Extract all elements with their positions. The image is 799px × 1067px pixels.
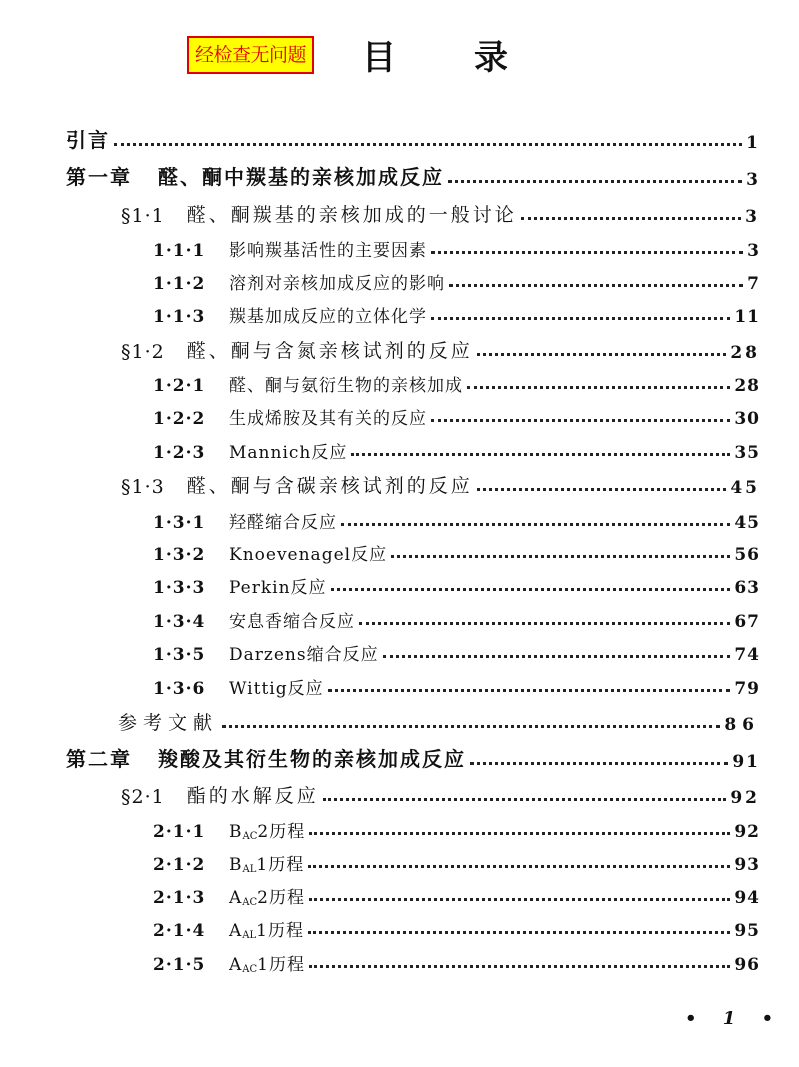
dot-leader bbox=[114, 143, 742, 146]
toc-entry-number: 1·1·2 bbox=[153, 274, 206, 294]
toc-entry-title: Wittig反应 bbox=[229, 679, 324, 699]
toc-entry-page-number: 3 bbox=[747, 241, 760, 261]
mechanism-suffix: 2历程 bbox=[257, 822, 306, 842]
toc-entry[interactable] bbox=[121, 333, 760, 363]
toc-entry-title: Darzens缩合反应 bbox=[229, 645, 379, 665]
toc-entry-page-number: 11 bbox=[734, 307, 760, 327]
toc-entry[interactable] bbox=[153, 297, 760, 327]
toc-entry-title: 醛、酮与氨衍生物的亲核加成 bbox=[229, 376, 463, 396]
toc-entry-title: Knoevenagel反应 bbox=[229, 545, 388, 565]
mechanism-suffix: 1历程 bbox=[257, 955, 305, 975]
mechanism-suffix: 2历程 bbox=[257, 888, 305, 908]
toc-entry-number: 1·2·3 bbox=[153, 443, 206, 463]
dot-leader bbox=[383, 655, 731, 658]
toc-entry-page-number: 86 bbox=[724, 715, 760, 735]
toc-entry-number: 1·2·1 bbox=[153, 376, 206, 396]
toc-entry-page-number: 74 bbox=[734, 645, 760, 665]
toc-entry-page-number: 3 bbox=[746, 170, 760, 190]
toc-entry-title: 醛、酮中羰基的亲核加成反应 bbox=[158, 165, 444, 189]
toc-entry-page-number: 95 bbox=[734, 921, 760, 941]
toc-entry-title: 酯的水解反应 bbox=[186, 785, 319, 807]
page-title-char-1: 目 bbox=[362, 38, 396, 78]
mechanism-symbol: B bbox=[229, 855, 243, 875]
toc-entry[interactable] bbox=[153, 231, 760, 261]
toc-entry-title: 生成烯胺及其有关的反应 bbox=[229, 409, 427, 429]
toc-entry-number: 1·1·3 bbox=[153, 307, 206, 327]
toc-entry-number: 2·1·4 bbox=[153, 921, 206, 941]
mechanism-symbol: B bbox=[229, 822, 243, 842]
toc-entry-title: 羰基加成反应的立体化学 bbox=[229, 307, 427, 327]
toc-entry[interactable] bbox=[153, 945, 760, 975]
toc-entry-number: 1·3·5 bbox=[153, 645, 206, 665]
toc-entry[interactable] bbox=[121, 468, 760, 498]
page-number-footer: • 1 • bbox=[685, 1008, 784, 1029]
toc-entry-number: 1·3·4 bbox=[153, 612, 206, 632]
toc-entry-title: 安息香缩合反应 bbox=[229, 612, 355, 632]
toc-entry-title: 影响羰基活性的主要因素 bbox=[229, 241, 427, 261]
toc-entry-title bbox=[229, 817, 305, 842]
dot-leader bbox=[448, 180, 742, 183]
toc-entry-title bbox=[229, 916, 304, 941]
toc-entry-title: 溶剂对亲核加成反应的影响 bbox=[229, 274, 445, 294]
toc-entry-number: 2·1·5 bbox=[153, 955, 206, 975]
mechanism-symbol: A bbox=[229, 888, 243, 908]
toc-entry-number: 1·1·1 bbox=[153, 241, 206, 261]
toc-entry-number: 2·1·1 bbox=[153, 822, 206, 842]
toc-entry-title: 羟醛缩合反应 bbox=[229, 513, 337, 533]
dot-leader bbox=[308, 865, 730, 868]
toc-entry[interactable] bbox=[121, 197, 760, 227]
toc-entry-page-number: 45 bbox=[734, 513, 760, 533]
toc-entry[interactable] bbox=[153, 669, 760, 699]
dot-leader bbox=[328, 689, 731, 692]
toc-entry-page-number: 91 bbox=[732, 752, 760, 772]
toc-entry-page-number: 67 bbox=[734, 612, 760, 632]
toc-entry[interactable] bbox=[153, 433, 760, 463]
toc-entry-title: Mannich反应 bbox=[229, 443, 348, 463]
toc-entry-title bbox=[229, 850, 304, 875]
toc-entry-number: 2·1·2 bbox=[153, 855, 206, 875]
toc-entry-title bbox=[229, 950, 305, 975]
dot-leader bbox=[351, 453, 730, 456]
dot-leader bbox=[309, 832, 730, 835]
toc-entry-title: Perkin反应 bbox=[229, 578, 327, 598]
toc-entry-title: 羧酸及其衍生物的亲核加成反应 bbox=[158, 747, 466, 771]
dot-leader bbox=[309, 898, 730, 901]
dot-leader bbox=[431, 317, 730, 320]
toc-entry-number: 1·2·2 bbox=[153, 409, 206, 429]
toc-entry[interactable] bbox=[153, 878, 760, 908]
dot-leader bbox=[341, 523, 730, 526]
dot-leader bbox=[431, 419, 730, 422]
dot-leader bbox=[449, 284, 743, 287]
toc-entry[interactable] bbox=[118, 705, 760, 735]
toc-entry-number: §2·1 bbox=[121, 786, 165, 808]
toc-entry[interactable] bbox=[153, 503, 760, 533]
toc-entry-title bbox=[229, 883, 305, 908]
toc-entry[interactable] bbox=[153, 264, 760, 294]
toc-entry[interactable] bbox=[153, 399, 760, 429]
toc-entry[interactable] bbox=[66, 160, 760, 190]
dot-leader bbox=[467, 386, 730, 389]
toc-entry[interactable] bbox=[153, 535, 760, 565]
toc-entry-number: §1·2 bbox=[121, 341, 165, 363]
toc-entry-number: 1·3·3 bbox=[153, 578, 206, 598]
toc-entry[interactable] bbox=[153, 366, 760, 396]
toc-entry-number: 第一章 bbox=[66, 165, 132, 189]
toc-entry-number: 第二章 bbox=[66, 747, 132, 771]
toc-entry[interactable] bbox=[153, 812, 760, 842]
dot-leader bbox=[323, 798, 727, 801]
dot-leader bbox=[331, 588, 731, 591]
dot-leader bbox=[477, 488, 727, 491]
mechanism-suffix: 1历程 bbox=[256, 921, 304, 941]
toc-entry-title: 引言 bbox=[66, 128, 110, 152]
toc-entry[interactable] bbox=[66, 742, 760, 772]
mechanism-subscript: AL bbox=[242, 930, 257, 941]
dot-leader bbox=[309, 965, 730, 968]
toc-entry-page-number: 3 bbox=[745, 207, 760, 227]
toc-entry-page-number: 7 bbox=[747, 274, 760, 294]
dot-leader bbox=[521, 217, 741, 220]
toc-entry-page-number: 56 bbox=[734, 545, 760, 565]
review-stamp: 经检查无问题 bbox=[187, 36, 314, 74]
toc-entry-number: §1·1 bbox=[121, 205, 165, 227]
mechanism-subscript: AC bbox=[242, 897, 258, 908]
toc-entry[interactable] bbox=[153, 568, 760, 598]
toc-entry-page-number: 93 bbox=[734, 855, 760, 875]
mechanism-suffix: 1历程 bbox=[256, 855, 305, 875]
dot-leader bbox=[431, 251, 743, 254]
mechanism-subscript: AL bbox=[242, 864, 257, 875]
toc-entry-page-number: 79 bbox=[734, 679, 760, 699]
toc-entry-page-number: 35 bbox=[734, 443, 760, 463]
toc-entry[interactable] bbox=[121, 778, 760, 808]
mechanism-subscript: AC bbox=[242, 831, 258, 842]
toc-entry-title: 醛、酮与含碳亲核试剂的反应 bbox=[186, 475, 473, 497]
dot-leader bbox=[477, 353, 727, 356]
toc-entry-page-number: 1 bbox=[746, 133, 760, 153]
toc-entry[interactable] bbox=[153, 635, 760, 665]
dot-leader bbox=[470, 762, 728, 765]
toc-entry[interactable] bbox=[153, 911, 760, 941]
toc-entry-number: 1·3·1 bbox=[153, 513, 206, 533]
dot-leader bbox=[308, 931, 730, 934]
toc-entry[interactable] bbox=[66, 123, 760, 153]
toc-entry-page-number: 28 bbox=[734, 376, 760, 396]
toc-entry-number: §1·3 bbox=[121, 476, 165, 498]
page-title-char-2: 录 bbox=[474, 38, 508, 78]
dot-leader bbox=[222, 725, 720, 728]
toc-entry-number: 1·3·6 bbox=[153, 679, 206, 699]
mechanism-subscript: AC bbox=[242, 964, 258, 975]
dot-leader bbox=[359, 622, 730, 625]
toc-entry-page-number: 92 bbox=[734, 822, 760, 842]
toc-entry-page-number: 30 bbox=[734, 409, 760, 429]
toc-entry-page-number: 92 bbox=[730, 788, 760, 808]
toc-entry-number: 1·3·2 bbox=[153, 545, 206, 565]
toc-entry-title: 醛、酮与含氮亲核试剂的反应 bbox=[186, 340, 473, 362]
toc-entry-page-number: 28 bbox=[730, 343, 760, 363]
toc-entry[interactable] bbox=[153, 845, 760, 875]
toc-entry-number: 2·1·3 bbox=[153, 888, 206, 908]
mechanism-symbol: A bbox=[229, 955, 243, 975]
toc-entry-title: 参考文献 bbox=[118, 712, 219, 734]
toc-entry-title: 醛、酮羰基的亲核加成的一般讨论 bbox=[186, 204, 517, 226]
dot-leader bbox=[391, 555, 730, 558]
toc-entry-page-number: 96 bbox=[734, 955, 760, 975]
mechanism-symbol: A bbox=[229, 921, 243, 941]
toc-entry-page-number: 63 bbox=[734, 578, 760, 598]
toc-entry[interactable] bbox=[153, 602, 760, 632]
toc-entry-page-number: 45 bbox=[730, 478, 760, 498]
toc-entry-page-number: 94 bbox=[734, 888, 760, 908]
